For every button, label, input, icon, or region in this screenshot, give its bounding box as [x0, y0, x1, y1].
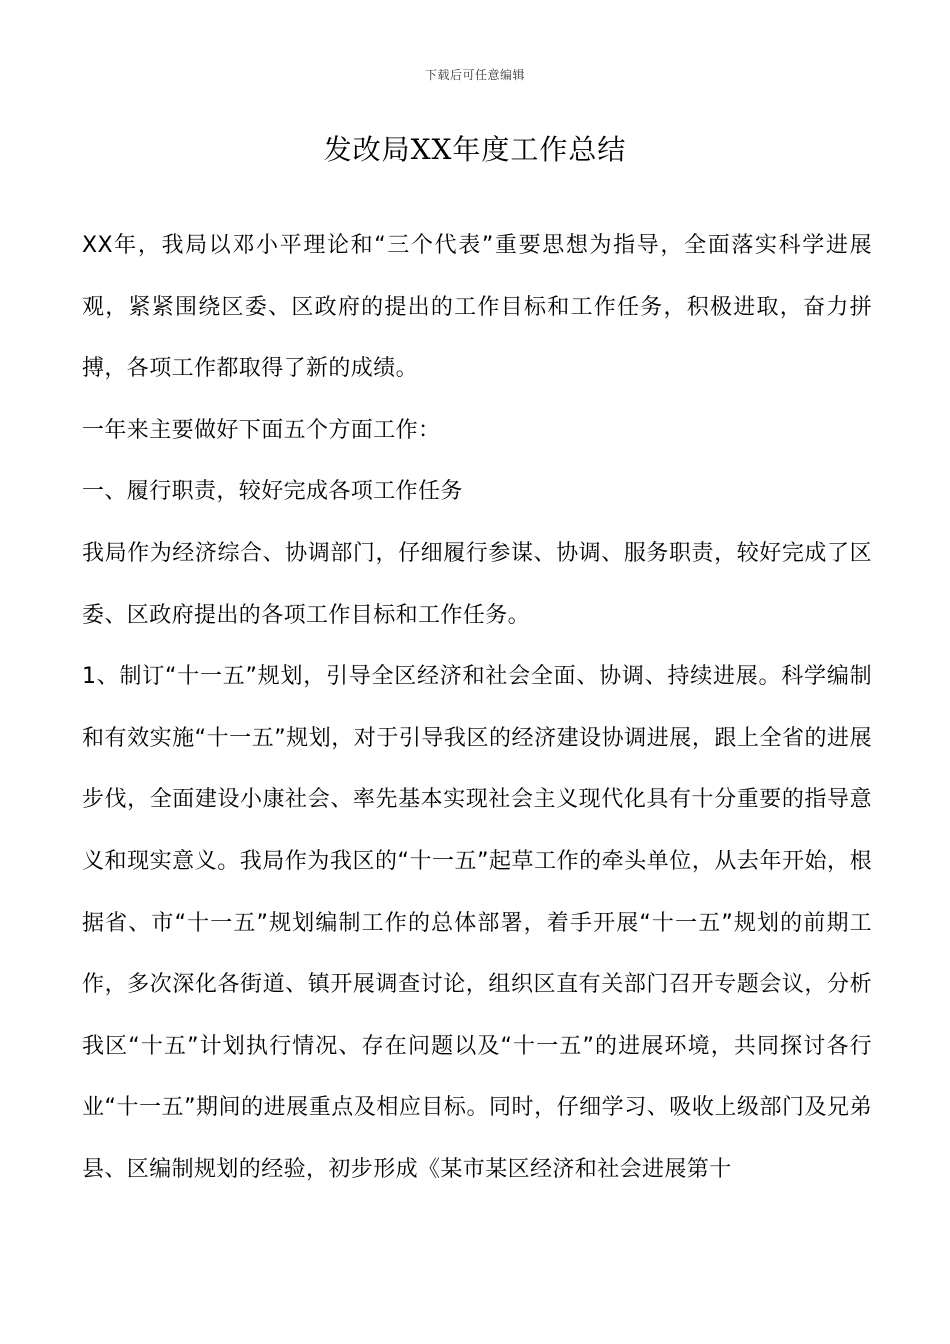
header-note: 下载后可任意编辑 [424, 68, 525, 82]
paragraph-section-1: 我局作为经济综合、协调部门，仔细履行参谋、协调、服务职责，较好完成了区委、区政府提出的各项工作目标和工作任务。 [82, 540, 872, 628]
paragraph-item-1: 1、制订“十一五”规划，引导全区经济和社会全面、协调、持续进展。科学编制和有效实施“十一五”规划，对于引导我区的经济建设协调进展，跟上全省的进展步伐，全面建设小康社会、率先基本实现社会主义现代化具有十分重要的指导意义和现实意义。我局作为我区的“十一五”起草工作的牵头单位，从去年开始，根据省、市“十一五”规划编制工作的总体部署，着手开展“十一五”规划的前期工作，多次深化各街道、镇开展调查讨论，组织区直有关部门召开专题会议，分析我区“十五”计划执行情况、存在问题以及“十一五”的进展环境，共同探讨各行业“十一五”期间的进展重点及相应目标。同时，仔细学习、吸收上级部门及兄弟县、区编制规划的经验，初步形成《某市某区经济和社会进展第十 [82, 664, 872, 1182]
document-body [82, 215, 872, 1201]
paragraph-intro: XX年，我局以邓小平理论和“三个代表”重要思想为指导，全面落实科学进展观，紧紧围绕区委、区政府的提出的工作目标和工作任务，积极进取，奋力拼搏，各项工作都取得了新的成绩。 [82, 233, 872, 382]
paragraph-overview: 一年来主要做好下面五个方面工作： [82, 417, 441, 443]
section-heading-1: 一、履行职责，较好完成各项工作任务 [82, 479, 463, 505]
document-title: 发改局XX年度工作总结 [323, 133, 627, 166]
